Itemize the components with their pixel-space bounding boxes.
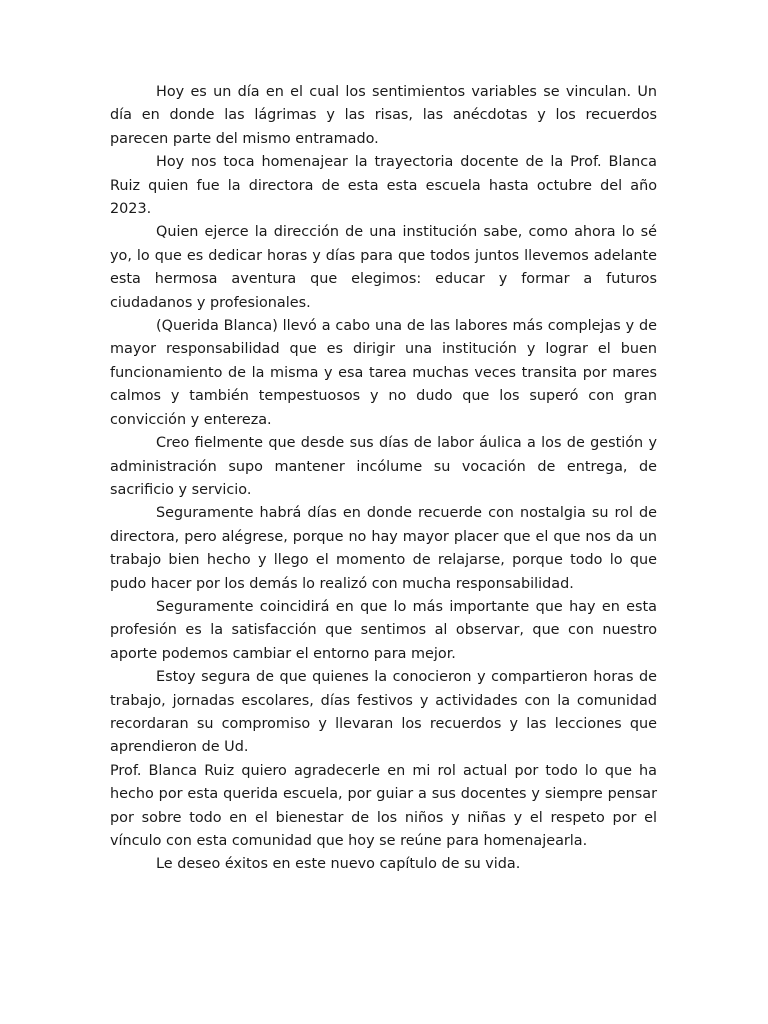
paragraph-6: Seguramente habrá días en donde recuerde con nostalgia su rol de directora, pero alégrese, porque no hay mayor placer que el que nos da un trabajo bien hecho y llego el momento de relajarse, porque todo lo que pudo hacer por los demás lo realizó con mucha responsabilidad. bbox=[110, 505, 657, 592]
paragraph-3: Quien ejerce la dirección de una institución sabe, como ahora lo sé yo, lo que es dedicar horas y días para que todos juntos llevemos adelante esta hermosa aventura que elegimos: educar y formar a futuros ciudadanos y profesionales. bbox=[110, 224, 657, 311]
paragraph-10: Le deseo éxitos en este nuevo capítulo de su vida. bbox=[156, 856, 521, 873]
document-body bbox=[110, 81, 657, 877]
paragraph-9: Prof. Blanca Ruiz quiero agradecerle en mi rol actual por todo lo que ha hecho por esta querida escuela, por guiar a sus docentes y siempre pensar por sobre todo en el bienestar de los niños y niñas y el respeto por el vínculo con esta comunidad que hoy se reúne para homenajearla. bbox=[110, 762, 657, 849]
paragraph-5: Creo fielmente que desde sus días de labor áulica a los de gestión y administración supo mantener incólume su vocación de entrega, de sacrificio y servicio. bbox=[110, 435, 657, 498]
paragraph-4: (Querida Blanca) llevó a cabo una de las labores más complejas y de mayor responsabilidad que es dirigir una institución y lograr el buen funcionamiento de la misma y esa tarea muchas veces transita por mares calmos y también tempestuosos y no dudo que los superó con gran convicción y entereza. bbox=[110, 318, 657, 428]
paragraph-2: Hoy nos toca homenajear la trayectoria docente de la Prof. Blanca Ruiz quien fue la directora de esta esta escuela hasta octubre del año 2023. bbox=[110, 154, 657, 218]
paragraph-8: Estoy segura de que quienes la conocieron y compartieron horas de trabajo, jornadas escolares, días festivos y actividades con la comunidad recordaran su compromiso y llevaran los recuerdos y las lecciones que aprendieron de Ud. bbox=[110, 669, 657, 756]
paragraph-7: Seguramente coincidirá en que lo más importante que hay en esta profesión es la satisfacción que sentimos al observar, que con nuestro aporte podemos cambiar el entorno para mejor. bbox=[110, 598, 657, 662]
paragraph-1: Hoy es un día en el cual los sentimientos variables se vinculan. Un día en donde las lágrimas y las risas, las anécdotas y los recuerdos parecen parte del mismo entramado. bbox=[110, 84, 657, 147]
